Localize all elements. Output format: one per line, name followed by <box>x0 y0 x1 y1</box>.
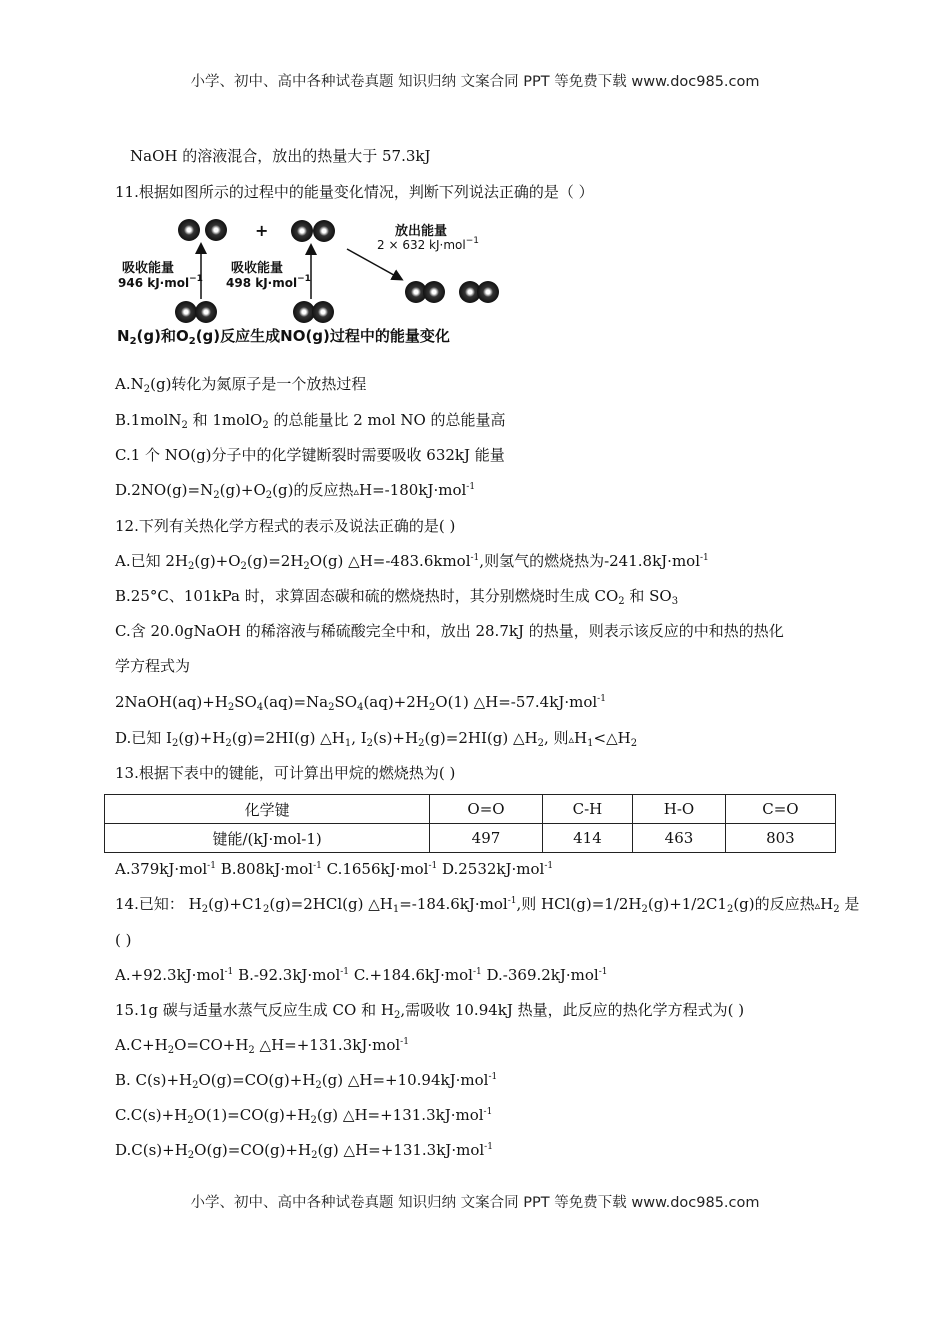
q11-option-a: $A.N_2(g)$转化为氮原子是一个放热过程 <box>115 375 367 395</box>
release-value: 2 × 632 kJ·mol$^{-1}$ <box>377 236 479 252</box>
q15-option-a: $A.C+H_2O=CO+H_2$ △H=+131.3kJ·mol$^{-1}$ <box>115 1036 409 1056</box>
absorb-label-2: 吸收能量 <box>231 261 284 276</box>
table-cell: H-O <box>633 795 726 824</box>
q11-option-d: $D.2NO(g)=N_2(g)+O_2(g)$的反应热▵H=-180kJ·mol$^{-1}$ <box>115 481 476 501</box>
q11-stem: 11.根据如图所示的过程中的能量变化情况，判断下列说法正确的是（ ） <box>115 183 594 201</box>
q14-options: A.+92.3kJ·mol$^{-1}$ B.-92.3kJ·mol$^{-1}$ C.+184.6kJ·mol$^{-1}$ D.-369.2kJ·mol$^{-1}$ <box>115 966 608 984</box>
q14-stem: 14.已知： $H_2(g)+C1_2(g)=2HCl(g)$ $\triangle H_1=-184.6kJ\cdot mol^{-1}$,则 $HCl(g)=1/2H_2(g)+1/2C1_2(g)$的反应热$▵H_2$ 是 <box>115 895 860 915</box>
table-cell: 463 <box>633 824 726 853</box>
absorb-label-1: 吸收能量 <box>122 261 175 276</box>
q15-stem: 15.1g 碳与适量水蒸气反应生成 CO 和 $H_2$,需吸收 10.94kJ 热量，此反应的热化学方程式为( ) <box>115 1001 745 1021</box>
q15-option-d: $D.C(s)+H_2O(g)=CO(g)+H_2(g)$ △H=+131.3kJ·mol$^{-1}$ <box>115 1141 493 1161</box>
plus-sign: + <box>255 221 269 240</box>
q13-options: A.379kJ·mol$^{-1}$ B.808kJ·mol$^{-1}$ C.1656kJ·mol$^{-1}$ D.2532kJ·mol$^{-1}$ <box>115 860 554 878</box>
q11-option-b: B.1molN$_2$ 和 1molO$_2$ 的总能量比 2 mol NO 的总能量高 <box>115 411 506 431</box>
absorb-value-1: 946 kJ·mol$^{-1}$ <box>118 274 203 290</box>
table-cell: 键能/(kJ·mol-1) <box>105 824 430 853</box>
table-cell: 497 <box>430 824 543 853</box>
q11-option-c: C.1 个 NO(g)分子中的化学键断裂时需要吸收 632kJ 能量 <box>115 446 505 464</box>
q12-option-a: A.已知 $2H_2(g)+O_2(g)=2H_2O(g)$ △H=-483.6kmol$^{-1}$,则氢气的燃烧热为-241.8kJ·mol$^{-1}$ <box>115 552 709 572</box>
table-cell: 803 <box>725 824 835 853</box>
q12-option-c-equation: $2NaOH(aq)+H_2SO_4(aq)=Na_2SO_4(aq)+2H_2O(1)$ △H=-57.4kJ·mol$^{-1}$ <box>115 693 606 713</box>
q12-option-c-line2: 学方程式为 <box>115 657 191 675</box>
release-label: 放出能量 <box>395 224 448 239</box>
q12-stem: 12.下列有关热化学方程式的表示及说法正确的是( ) <box>115 517 456 535</box>
q15-option-b: B. $C(s)+H_2O(g)=CO(g)+H_2(g)$ △H=+10.94kJ·mol$^{-1}$ <box>115 1071 498 1091</box>
previous-question-tail: NaOH 的溶液混合，放出的热量大于 57.3kJ <box>130 147 431 165</box>
table-cell: 化学键 <box>105 795 430 824</box>
q15-option-c: $C.C(s)+H_2O(1)=CO(g)+H_2(g)$ △H=+131.3kJ·mol$^{-1}$ <box>115 1106 493 1126</box>
q12-option-b: B.25°C、101kPa 时，求算固态碳和硫的燃烧热时，其分别燃烧时生成 $CO_2$ 和 $SO_3$ <box>115 587 679 607</box>
page-header: 小学、初中、高中各种试卷真题 知识归纳 文案合同 PPT 等免费下载 www.doc985.com <box>190 74 760 90</box>
q12-option-d: D.已知 $I_2(g)+H_2(g)=2HI(g)$ $\triangle H_1$, $I_2(s)+H_2(g)=2HI(g)$ $\triangle H_2$, 则$▵H_1<\triangle H_2$ <box>115 729 638 749</box>
table-cell: 414 <box>542 824 632 853</box>
table-row <box>105 824 836 853</box>
table-cell: O=O <box>430 795 543 824</box>
table-cell: C=O <box>725 795 835 824</box>
page-footer: 小学、初中、高中各种试卷真题 知识归纳 文案合同 PPT 等免费下载 www.doc985.com <box>190 1195 760 1211</box>
absorb-value-2: 498 kJ·mol$^{-1}$ <box>226 274 311 290</box>
energy-diagram <box>115 213 500 353</box>
q14-stem-line2: ( ) <box>115 931 132 949</box>
release-arrow <box>347 249 401 279</box>
table-cell: C-H <box>542 795 632 824</box>
bond-energy-table <box>104 794 836 853</box>
q13-stem: 13.根据下表中的键能，可计算出甲烷的燃烧热为( ) <box>115 764 456 782</box>
table-header-row <box>105 795 836 824</box>
diagram-caption: $N_2(g)$和$O_2(g)$反应生成NO(g)过程中的能量变化 <box>117 327 450 347</box>
q12-option-c-line1: C.含 20.0gNaOH 的稀溶液与稀硫酸完全中和，放出 28.7kJ 的热量，则表示该反应的中和热的热化 <box>115 622 784 640</box>
